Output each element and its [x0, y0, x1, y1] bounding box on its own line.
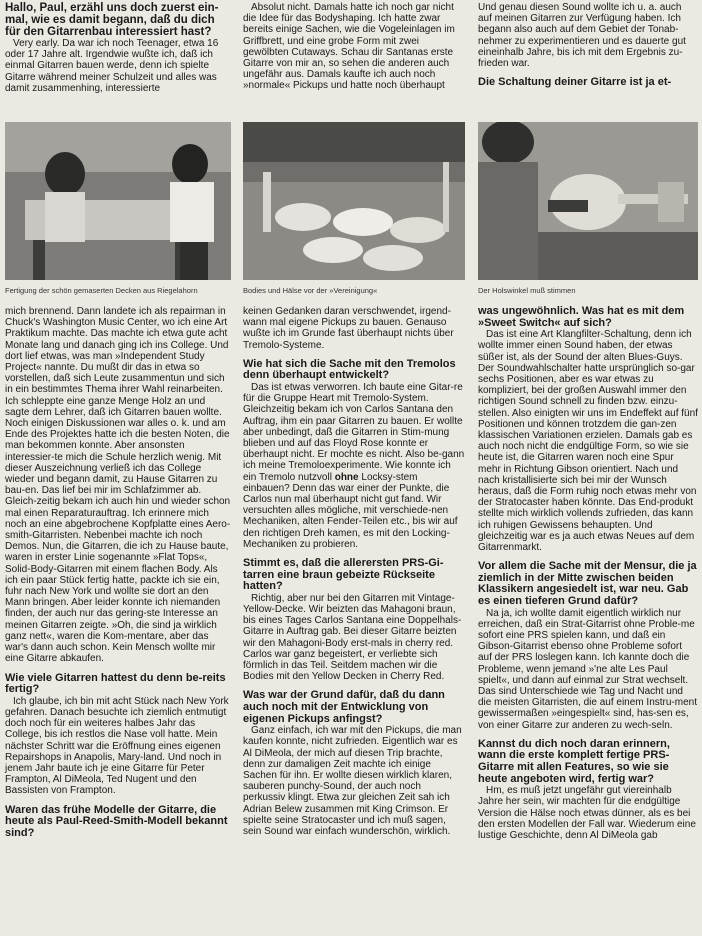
- question-heading: Kannst du dich noch daran erinnern, wann die erste komplett fertige PRS-Gitarre mit allen Features, so wie sie heute angeboten wird, fertig war?: [478, 737, 670, 785]
- question-heading: Wie viele Gitarren hattest du denn be-reits fertig?: [5, 671, 226, 696]
- question-heading: Vor allem die Sache mit der Mensur, die ja ziemlich in der Mitte zwischen beiden Klassikern angesiedelt ist, war neu. Gab es einen tieferen Grund dafür?: [478, 560, 697, 608]
- answer-paragraph: Hm, es muß jetzt ungefähr gut viereinhalb Jahre her sein, wir machten für die endgültige Version die Hälse noch etwas dünner, als es bei den ersten Modellen der Fall war. Wiederum eine lustige Geschichte, denn Al DiMeola gab: [478, 785, 696, 842]
- photo-caption: Bodies und Hälse vor der »Vereinigung«: [243, 286, 378, 295]
- top-column-3: [478, 2, 698, 89]
- top-column-2: [243, 2, 465, 92]
- question-heading: Wie hat sich die Sache mit den Tremolos denn überhaupt entwickelt?: [243, 357, 456, 382]
- emphasis-text: ohne: [334, 471, 359, 483]
- answer-paragraph: Na ja, ich wollte damit eigentlich wirklich nur erreichen, daß ein Strat-Gitarrist ohne Proble-me sofort eine PRS spielen kann, und daß ein Gibson-Gitarrist ebenso ohne Probleme sofort auf der PRS loslegen kann. Ich kannte doch die Probleme, wenn jemand »'ne alte Les Paul spielt«, und dann auf einmal zur Strat wechselt. Das sind Unterschiede wie Tag und Nacht und die meisten Gitarristen, die auf einem Instru-ment gewissermaßen »eingespielt« sind, has-sen es, von einer Gitarre zur anderen zu wech-seln.: [478, 607, 697, 731]
- workshop-photo-3: [478, 122, 698, 280]
- workshop-photo-1: [5, 122, 231, 280]
- answer-paragraph: Ganz einfach, ich war mit den Pickups, die man kaufen konnte, nicht zufrieden. Eigentlich war es Al DiMeola, der mich auf diesen Trip brachte, denn zur damaligen Zeit machte ich einige Sachen für ihn. Er wollte diesen wirklich klaren, sauberen punchy-Sound, der auch noch perkussiv klingt. Etwa zur gleichen Zeit sah ich Adrian Belew zusammen mit King Crimson. Er spielte seine Stratocaster und ich muß sagen, sein Sound war einfach wunderschön, wirklich.: [243, 725, 462, 838]
- question-heading: was ungewöhnlich. Was hat es mit dem »Sweet Switch« auf sich?: [478, 305, 685, 329]
- bottom-column-1: [5, 306, 231, 839]
- answer-paragraph: Und genau diesen Sound wollte ich u. a. auch auf meinen Gitarren zur Verfügung haben. Ich begann also auch auf dem Gebiet der Tonab-nehmer zu experimentieren und es dauerte gut eineinhalb Jahre, bis ich mit dem Ergebnis zu-frieden war.: [478, 2, 686, 70]
- answer-paragraph: mich brennend. Dann landete ich als repairman in Chuck's Washington Music Center, wo ich eine Art Praktikum machte. Das machte ich etwa gute acht Monate lang und danach ging ich ins College. Und dort lief etwas, was man »Independent Study Project« nannte. Du mußt dir das in etwa so vorstellen, daß sich Leute zusammentun und sich in ein bestimmtes Thema ihrer Wahl reinarbeiten. Ich schleppte eine ganze Menge Holz an und sagte dem Lehrer, daß ich Gitarren bauen wollte. Noch einigen Diskussionen war alles o. k. und am Ende des Projektes hatte ich die besten Noten, die man bekommen konnte. Aber ansonsten interessier-te mich die Schule herzlich wenig. Mit dieser Auszeichnung verließ ich das College wieder und begann damit, zu Hause Gitarren zu bau-en. Das lief bei mir im Schlafzimmer ab. Gleich-zeitig bekam ich auch hin und wieder schon mal einen Reparaturauftrag. Ich erinnere mich noch an eine abgebrochene Kopfplatte eines Aero-smith-Gitarristen. Nebenbei machte ich noch Demos. Nun, die Gitarren, die ich zu Hause baute, waren in erster Linie sogenannte »Flat Tops«, Solid-Body-Gitarren mit einem flachen Body. Als ich ein paar Stück fertig hatte, packte ich sie ein, fuhr nach New York und wollte sie dort an den Mann bringen. Aber leider konnte ich niemanden finden, der auch nur das gering-ste Interesse an meinen Gitarren zeigte. »Oh, die sind ja wirklich ganz nett«, waren die Kom-mentare, aber das war's dann auch schon. Kein Mensch wollte mir eine Gitarre abkaufen.: [5, 306, 231, 665]
- photo-caption: Fertigung der schön gemaserten Decken aus Riegelahorn: [5, 286, 198, 295]
- answer-text: Locksy-stem einbauen? Denn das war einer der Punkte, die Carlos nun mal überhaupt nicht gut fand. Wir versuchten alles mögliche, mit verschiede-nen Mechaniken, alten Fender-Teilen etc., bis wir auf den richtigen Dreh kamen, es mit den Locking-Mechaniken zu probieren.: [243, 471, 458, 550]
- question-heading: Waren das frühe Modelle der Gitarre, die heute als Paul-Reed-Smith-Modell bekannt sind?: [5, 803, 228, 839]
- bottom-column-2: [243, 306, 465, 837]
- question-heading: Hallo, Paul, erzähl uns doch zuerst ein-mal, wie es damit begann, daß du dich für den Gitarrenbau interessiert hast?: [5, 2, 219, 38]
- bottom-column-3: [478, 306, 698, 841]
- answer-paragraph: Ich glaube, ich bin mit acht Stück nach New York gefahren. Danach besuchte ich ziemlich entmutigt doch noch für ein weiteres halbes Jahr das College, bis ich restlos die Nase voll hatte. Mein nächster Schritt war die Eröffnung eines eigenen Repairshops in Anapolis, Mary-land. Und noch in jenem Jahr baute ich je eine Gitarre für Peter Frampton, Al DiMeola, Ted Nugent und den Bassisten von Frampton.: [5, 695, 229, 797]
- answer-paragraph: [243, 382, 465, 550]
- answer-paragraph: Richtig, aber nur bei den Gitarren mit Vintage-Yellow-Decke. Wir beizten das Mahagoni braun, bis eines Tages Carlos Santana eine Doppelhals-Gitarre in Auftrag gab. Bei dieser Gitarre beizten wir den Mahagoni-Body erst-mals in cherry red. Carlos war ganz begeistert, er verliebte sich förmlich in das Teil. Seitdem machen wir die Bodies mit den Yellow Decken in Cherry Red.: [243, 592, 462, 683]
- question-heading: Was war der Grund dafür, daß du dann auch noch mit der Entwicklung von eigenen Pickups anfingst?: [243, 689, 445, 725]
- answer-paragraph: keinen Gedanken daran verschwendet, irgend-wann mal eigene Pickups zu bauen. Genauso wußte ich im Grunde fast überhaupt nichts über Tremolo-Systeme.: [243, 306, 454, 351]
- workshop-photo-2: [243, 122, 465, 280]
- top-column-1: [5, 2, 231, 94]
- photo-caption: Der Holswinkel muß stimmen: [478, 286, 576, 295]
- question-heading: Die Schaltung deiner Gitarre ist ja et-: [478, 76, 672, 89]
- question-heading: Stimmt es, daß die allerersten PRS-Gi-tarren eine braun gebeizte Rückseite hatten?: [243, 557, 444, 593]
- answer-text: Das ist etwas verworren. Ich baute eine Gitar-re für die Gruppe Heart mit Tremolo-System. Gleichzeitig bekam ich von Carlos Santana den Auftrag, ihm ein paar Gitarren zu bauen. Er wollte aber unbedingt, daß die Gitarren in Stim-mung blieben und auf das Floyd Rose konnte er überhaupt nicht. Er mochte es nicht. Also be-gann ich meine Tremoloexperimente. Wie konnte ich ein Tremolo nutzvoll: [243, 382, 465, 483]
- answer-paragraph: Das ist eine Art Klangfilter-Schaltung, denn ich wollte immer einen Sound haben, der etwas süßer ist, als der Sound der alten Blues-Guys. Der Soundwahlschalter hatte ursprünglich so-gar sechs Positionen, aber es war etwas zu kompliziert, bei der großen Auswahl immer den richtigen Sound schnell zu finden bzw. einzu-stellen. Also einigten wir uns im Endeffekt auf fünf Positionen und können trotzdem die gan-zen klassischen Variationen erzielen. Damals gab es auch noch nicht die endgültige Form, so wie sie heute ist, die Gitarren waren noch eine Spur mehr in Richtung Gibson orientiert. Nach und nach kristallisierte sich bei mir der Wunsch heraus, daß die Form ruhig noch etwas mehr von der Stratocaster haben könnte. Das End-produkt stellte mich wirklich vollends zufrieden, das kann ich ruhigen Gewissens behaupten. Und gleichzeitig war es ja auch etwas Neues auf dem Gitarrenmarkt.: [478, 329, 698, 554]
- answer-paragraph: Very early. Da war ich noch Teenager, etwa 16 oder 17 Jahre alt. Irgendwie wußte ich, daß ich einmal Gitarren bauen werde, denn ich spielte Gitarre während meiner Schulzeit und alles was damit zusammenhing, interessierte: [5, 38, 219, 94]
- answer-paragraph: Absolut nicht. Damals hatte ich noch gar nicht die Idee für das Bodyshaping. Ich hatte zwar bereits einige Sachen, wie die Vogeleinlagen im Griffbrett, und eine grobe Form mit zwei gewölbten Cutaways. Schau dir Santanas erste Gitarre von mir an, so sehen die anderen auch ungefähr aus. Damals kaufte ich auch noch »normale« Pickups und hatte noch überhaupt: [243, 2, 455, 92]
